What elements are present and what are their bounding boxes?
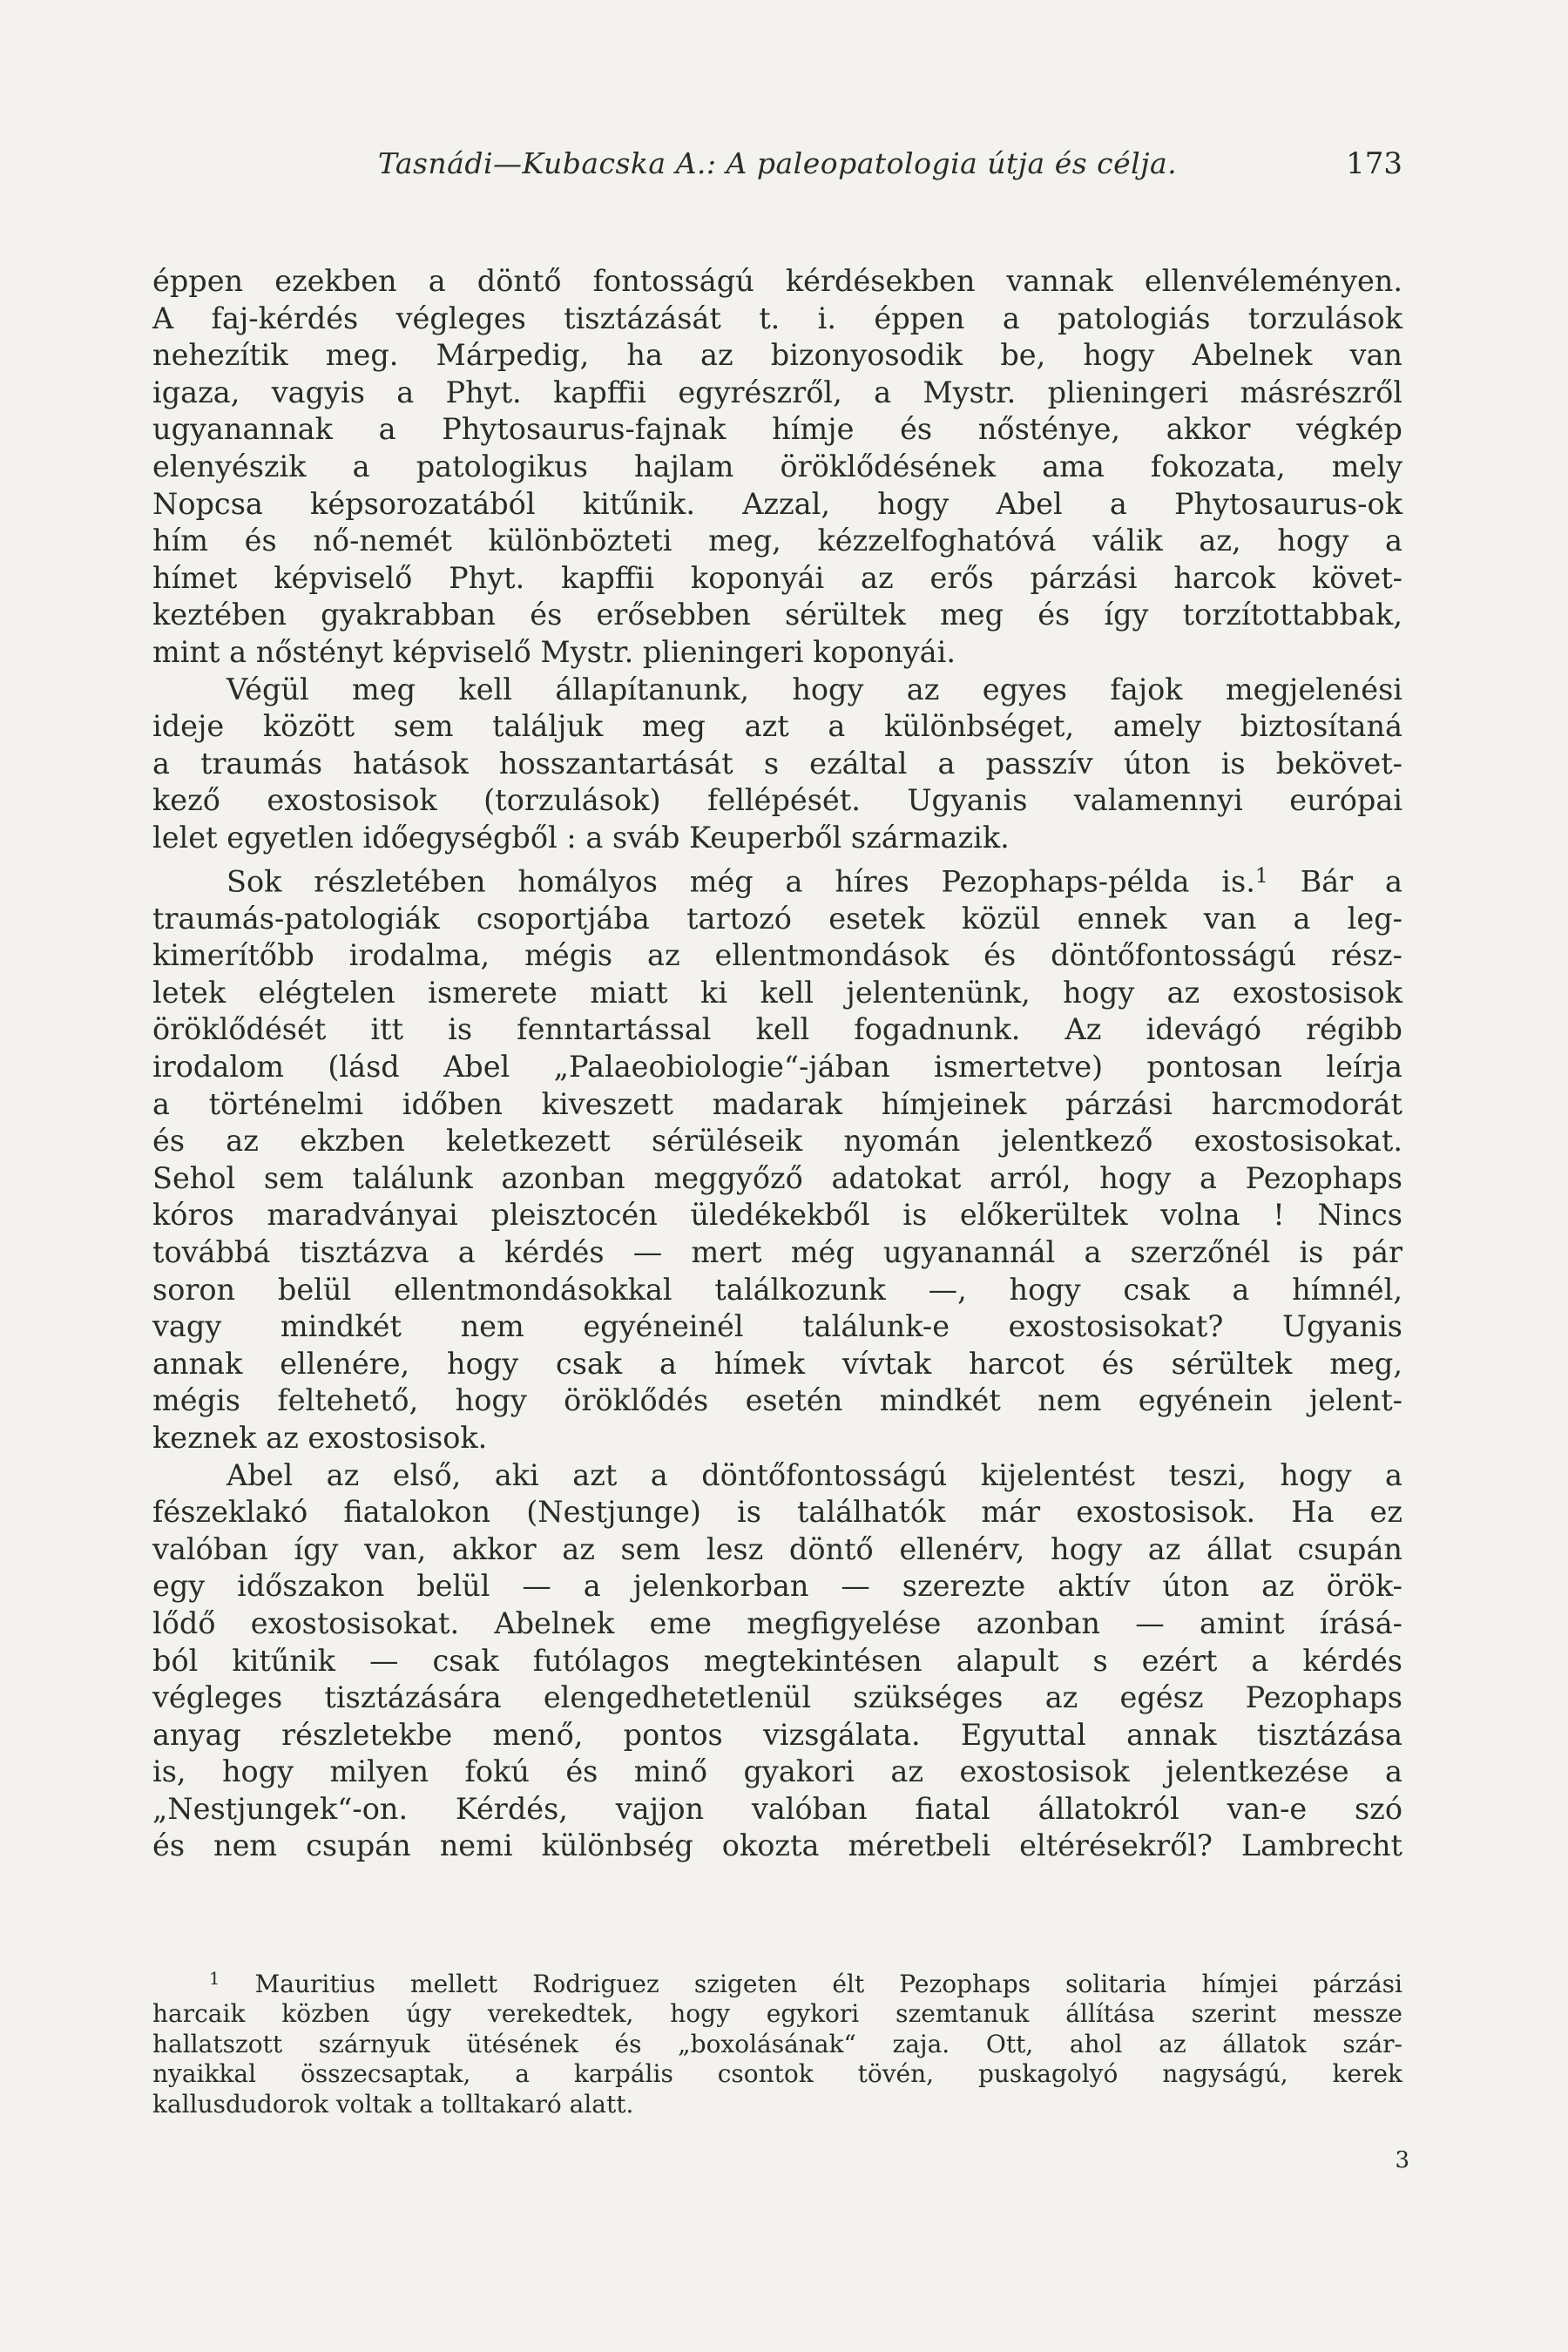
- sheet-signature-number: 3: [1395, 2147, 1409, 2173]
- text-line: Végül meg kell állapítanunk, hogy az egyes fajok megjelenési: [226, 672, 1402, 706]
- text-line: Abel az első, aki azt a döntőfontosságú kijelentést teszi, hogy a: [226, 1457, 1402, 1492]
- text-line: irodalom (lásd Abel „Palaeobiologie“-jában ismertetve) pontosan leírja: [152, 1050, 1402, 1085]
- text-line: anyag részletekbe menő, pontos vizsgálata. Egyuttal annak tisztázása: [152, 1717, 1402, 1752]
- text-line: elenyészik a patologikus hajlam öröklődésének ama fokozata, mely: [152, 449, 1402, 483]
- text-line: végleges tisztázására elengedhetetlenül szükséges az egész Pezophaps: [152, 1680, 1402, 1715]
- running-header: [152, 146, 1402, 185]
- text-line: keznek az exostosisok.: [152, 1420, 488, 1455]
- text-line: hímet képviselő Phyt. kapffii koponyái az erős párzási harcok követ-: [152, 560, 1402, 595]
- text-line-with-footnote-ref: [152, 857, 1402, 901]
- footnote-mark: 1: [209, 1969, 220, 1989]
- text-line: éppen ezekben a döntő fontosságú kérdésekben vannak ellenvéleményen.: [152, 264, 1402, 298]
- text-line: kóros maradványai pleisztocén üledékekből is előkerültek volna ! Nincs: [152, 1198, 1402, 1233]
- text-line: kező exostosisok (torzulások) fellépését. Ugyanis valamennyi európai: [152, 783, 1402, 818]
- footnote-line: kallusdudorok voltak a tolltakaró alatt.: [152, 2089, 634, 2119]
- text-line: nehezítik meg. Márpedig, ha az bizonyosodik be, hogy Abelnek van: [152, 338, 1402, 373]
- footnote-line-text: Mauritius mellett Rodriguez szigeten élt Pezophaps solitaria hímjei párzási: [254, 1969, 1402, 1998]
- footnote-line: hallatszott szárnyuk ütésének és „boxolásának“ zaja. Ott, ahol az állatok szár-: [152, 2029, 1402, 2058]
- text-line-part: Bár a: [1267, 864, 1402, 899]
- body-text: [152, 263, 1402, 1865]
- text-line: öröklődését itt is fenntartással kell fogadnunk. Az idevágó régibb: [152, 1012, 1402, 1047]
- text-line: és nem csupán nemi különbség okozta méretbeli eltérésekről? Lambrecht: [152, 1828, 1402, 1863]
- text-line: mégis feltehető, hogy öröklődés esetén mindkét nem egyénein jelent-: [152, 1383, 1402, 1418]
- text-line: Nopcsa képsorozatából kitűnik. Azzal, hogy Abel a Phytosaurus-ok: [152, 486, 1402, 521]
- text-line: vagy mindkét nem egyéneinél találunk-e exostosisokat? Ugyanis: [152, 1309, 1402, 1344]
- text-line: keztében gyakrabban és erősebben sérültek meg és így torzítottabbak,: [152, 598, 1402, 632]
- text-line: a történelmi időben kiveszett madarak hímjeinek párzási harcmodorát: [152, 1086, 1402, 1121]
- text-line: fészeklakó fiatalokon (Nestjunge) is találhatók már exostosisok. Ha ez: [152, 1495, 1402, 1530]
- text-line: letek elégtelen ismerete miatt ki kell jelentenünk, hogy az exostosisok: [152, 975, 1402, 1010]
- text-line: kimerítőbb irodalma, mégis az ellentmondások és döntőfontosságú rész-: [152, 938, 1402, 973]
- text-line: „Nestjungek“-on. Kérdés, vajjon valóban fiatal állatokról van-e szó: [152, 1791, 1402, 1826]
- text-line: hím és nő-nemét különbözteti meg, kézzelfoghatóvá válik az, hogy a: [152, 524, 1402, 558]
- text-line: a traumás hatások hosszantartását s ezáltal a passzív úton is bekövet-: [152, 746, 1402, 781]
- text-line-part: Sok részletében homályos még a híres Pezophaps-példa is.: [226, 864, 1255, 899]
- text-line: traumás-patologiák csoportjába tartozó esetek közül ennek van a leg-: [152, 901, 1402, 936]
- text-line: valóban így van, akkor az sem lesz döntő ellenérv, hogy az állat csupán: [152, 1531, 1402, 1566]
- text-line: igaza, vagyis a Phyt. kapffii egyrészről, a Mystr. plieningeri másrészről: [152, 375, 1402, 409]
- running-title: Tasnádi—Kubacska A.: A paleopatologia útja és célja.: [377, 146, 1178, 180]
- text-line: soron belül ellentmondásokkal találkozunk —, hogy csak a hímnél,: [152, 1272, 1402, 1307]
- text-line: annak ellenére, hogy csak a hímek vívtak harcot és sérültek meg,: [152, 1346, 1402, 1381]
- footnote-reference: 1: [1254, 862, 1268, 888]
- text-line: lelet egyetlen időegységből : a sváb Keuperből származik.: [152, 820, 1010, 855]
- text-line: lődő exostosisokat. Abelnek eme megfigyelése azonban — amint írásá-: [152, 1605, 1402, 1640]
- page-number: 173: [1346, 146, 1402, 181]
- text-line: ideje között sem találjuk meg azt a különbséget, amely biztosítaná: [152, 709, 1402, 744]
- footnote-line: [152, 1964, 1402, 1999]
- text-line: is, hogy milyen fokú és minő gyakori az exostosisok jelentkezése a: [152, 1754, 1402, 1789]
- text-line: mint a nőstényt képviselő Mystr. plieningeri koponyái.: [152, 634, 956, 669]
- text-line: ugyanannak a Phytosaurus-fajnak hímje és nősténye, akkor végkép: [152, 412, 1402, 447]
- footnote-line: nyaikkal összecsaptak, a karpális csontok tövén, puskagolyó nagyságú, kerek: [152, 2059, 1402, 2089]
- footnote-line: harcaik közben úgy verekedtek, hogy egykori szemtanuk állítása szerint messze: [152, 1999, 1402, 2029]
- text-line: egy időszakon belül — a jelenkorban — szerezte aktív úton az örök-: [152, 1569, 1402, 1604]
- text-line: ból kitűnik — csak futólagos megtekintésen alapult s ezért a kérdés: [152, 1643, 1402, 1678]
- text-line: Sehol sem találunk azonban meggyőző adatokat arról, hogy a Pezophaps: [152, 1160, 1402, 1195]
- text-line: A faj-kérdés végleges tisztázását t. i. éppen a patologiás torzulások: [152, 301, 1402, 335]
- footnote: [152, 1964, 1402, 2119]
- text-line: és az ekzben keletkezett sérüléseik nyomán jelentkező exostosisokat.: [152, 1124, 1402, 1159]
- text-line: továbbá tisztázva a kérdés — mert még ugyanannál a szerzőnél is pár: [152, 1234, 1402, 1269]
